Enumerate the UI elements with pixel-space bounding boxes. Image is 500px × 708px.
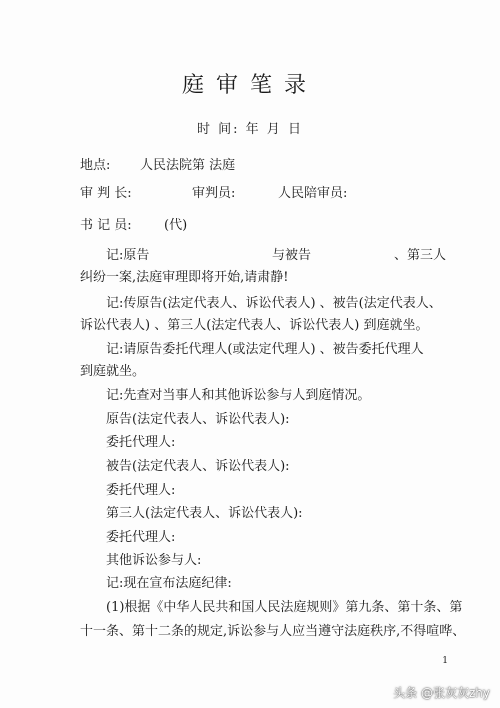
para1-part-a: 记:原告 [106, 248, 150, 263]
party-line-other: 其他诉讼参与人: [106, 553, 202, 568]
presiding-judge-label: 审 判 长: [80, 186, 132, 201]
clerk-label: 书 记 员: [80, 218, 132, 233]
para3-line2: 到庭就坐。 [80, 364, 146, 379]
party-line-third-agent: 委托代理人: [106, 530, 176, 545]
para6-line1: (1)根据《中华人民共和国人民法庭规则》第九条、第十条、第 [106, 600, 463, 615]
assessor-label: 人民陪审员: [278, 186, 348, 201]
document-title: 庭审笔录 [181, 73, 318, 98]
page-number: 1 [442, 656, 448, 666]
para5: 记:现在宣布法庭纪律: [106, 576, 232, 591]
para6-line2: 十一条、第十二条的规定,诉讼参与人应当遵守法庭秩序,不得喧哗、 [80, 624, 466, 639]
para2-line1: 记:传原告(法定代表人、诉讼代表人) 、被告(法定代表人、 [106, 296, 442, 311]
clerk-text: (代) [164, 218, 188, 233]
party-line-plaintiff: 原告(法定代表人、诉讼代表人): [106, 412, 290, 427]
party-line-defendant: 被告(法定代表人、诉讼代表人): [106, 459, 290, 474]
para1-part-c: 、第三人 [394, 248, 447, 263]
party-line-third: 第三人(法定代表人、诉讼代表人): [106, 506, 303, 521]
para1-part-b: 与被告 [272, 248, 312, 263]
para3-line1: 记:请原告委托代理人(或法定代理人) 、被告委托代理人 [106, 342, 424, 357]
party-line-plaintiff-agent: 委托代理人: [106, 435, 176, 450]
location-text: 人民法院第 法庭 [140, 158, 236, 173]
para1-line2: 纠纷一案,法庭审理即将开始,请肃静! [80, 270, 289, 285]
para4: 记:先查对当事人和其他诉讼参与人到庭情况。 [106, 388, 371, 403]
watermark: 头条 @张灰灰zhy [393, 686, 490, 700]
time-line: 时 间: 年 月 日 [197, 122, 303, 137]
judge-label: 审判员: [192, 186, 236, 201]
para2-line2: 诉讼代表人) 、第三人(法定代表人、诉讼代表人) 到庭就坐。 [80, 318, 429, 333]
location-label: 地点: [80, 158, 111, 173]
party-line-defendant-agent: 委托代理人: [106, 483, 176, 498]
